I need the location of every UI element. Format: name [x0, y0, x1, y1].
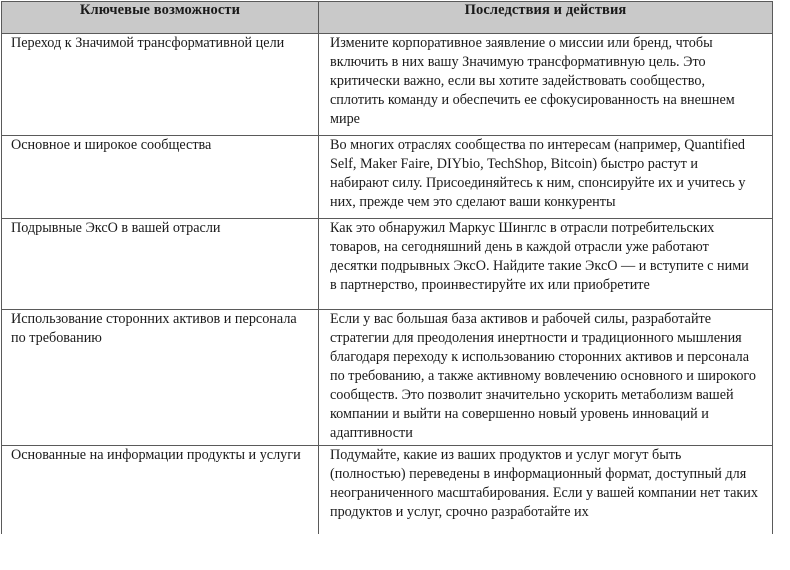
table-header-row — [2, 2, 773, 34]
cell-text: Основанные на информации продукты и услуги — [11, 447, 301, 463]
cell-text: Во многих отраслях сообщества по интересам (например, Quantified Self, Maker Faire, DIYbio, TechShop, Bitcoin) быстро растут и набирают силу. Присоединяйтесь к ним, спонсируйте их и учитесь у них, прежде чем это сделают ваши конкуренты — [330, 137, 746, 210]
cell-implication-action — [319, 34, 773, 136]
table-header — [2, 2, 773, 34]
cell-text: Подрывные ЭксО в вашей отрасли — [11, 220, 221, 236]
cell-key-capability — [2, 136, 319, 219]
table-body — [2, 34, 773, 535]
table-row — [2, 446, 773, 535]
cell-text: Подумайте, какие из ваших продуктов и услуг могут быть (полностью) переведены в информационный формат, доступный для неограниченного масштабирования. Если у вашей компании нет таких продуктов и услуг, срочно разработайте их — [330, 447, 758, 520]
table-row — [2, 136, 773, 219]
cell-text: Использование сторонних активов и персонала по требованию — [11, 311, 297, 346]
column-header-implications-actions: Последствия и действия — [319, 2, 773, 34]
cell-text: Основное и широкое сообщества — [11, 137, 212, 153]
cell-implication-action — [319, 310, 773, 446]
cell-text: Измените корпоративное заявление о миссии или бренд, чтобы включить в них вашу Значимую трансформативную цель. Это критически важно, если вы хотите задействовать сообщество, сплотить команду и обеспечить ее сфокусированность на внешнем мире — [330, 35, 735, 127]
cell-key-capability — [2, 34, 319, 136]
cell-key-capability — [2, 446, 319, 535]
capabilities-implications-table — [1, 1, 773, 534]
cell-implication-action — [319, 219, 773, 310]
cell-key-capability — [2, 219, 319, 310]
cell-text: Если у вас большая база активов и рабочей силы, разработайте стратегии для преодоления инертности и традиционного мышления благодаря переходу к использованию сторонних активов и персонала по требованию, а также активному вовлечению основного и широкого сообществ. Это позволит значительно ускорить метаболизм вашей компании и выйти на совершенно новый уровень инноваций и адаптивности — [330, 311, 756, 441]
column-header-key-capabilities: Ключевые возможности — [2, 2, 319, 34]
cell-implication-action — [319, 446, 773, 535]
cell-text: Как это обнаружил Маркус Шинглс в отрасли потребительских товаров, на сегодняшний день в каждой отрасли уже работают десятки подрывных ЭксО. Найдите такие ЭксО — и вступите с ними в партнерство, проинвестируйте их или приобретите — [330, 220, 749, 293]
cell-key-capability — [2, 310, 319, 446]
table-row — [2, 310, 773, 446]
cell-text: Переход к Значимой трансформативной цели — [11, 35, 285, 51]
cell-implication-action — [319, 136, 773, 219]
table-row — [2, 219, 773, 310]
table-row — [2, 34, 773, 136]
